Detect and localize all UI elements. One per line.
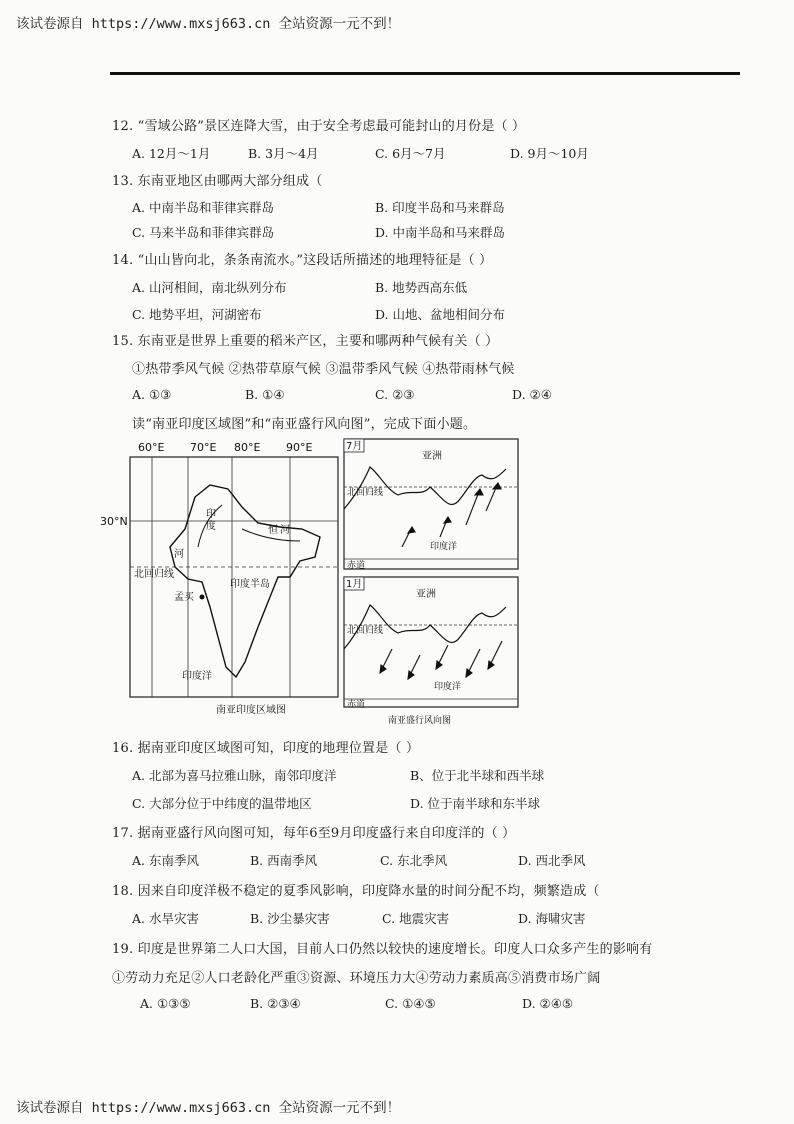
- ocean-label: 印度洋: [434, 682, 462, 692]
- equator-label: 赤道: [347, 700, 366, 710]
- option-d[interactable]: D. 海啸灾害: [518, 911, 586, 926]
- lon-label: 90°E: [286, 441, 313, 454]
- place-label: 印: [206, 509, 216, 520]
- map-caption: 南亚印度区域图: [216, 705, 286, 716]
- place-label: 印度半岛: [230, 579, 270, 590]
- option-d[interactable]: D. 山地、盆地相间分布: [375, 307, 506, 322]
- month-label: 7月: [346, 441, 363, 452]
- wind-map-july: [344, 439, 518, 571]
- question-stem: “雪域公路”景区连降大雪，由于安全考虑最可能封山的月份是（ ）: [137, 119, 526, 134]
- option-a[interactable]: A. 12月～1月: [132, 146, 211, 161]
- tropic-label: 北回归线: [347, 626, 384, 636]
- question-13: [112, 170, 322, 189]
- question-number: 17.: [112, 826, 134, 841]
- map-caption: 南亚盛行风向图: [388, 716, 452, 726]
- source-header: 该试卷源自 https://www.mxsj663.cn 全站资源一元不到！: [16, 16, 401, 32]
- question-stem: 东南亚是世界上重要的稻米产区，主要和哪两种气候有关（ ）: [137, 334, 499, 349]
- month-label: 1月: [346, 579, 363, 590]
- source-footer: 该试卷源自 https://www.mxsj663.cn 全站资源一元不到！: [16, 1100, 401, 1116]
- option-d[interactable]: D. 位于南半球和东半球: [410, 796, 541, 811]
- lon-label: 60°E: [138, 441, 165, 454]
- option-b[interactable]: B、位于北半球和西半球: [410, 768, 545, 783]
- question-number: 14.: [112, 253, 134, 268]
- question-number: 13.: [112, 174, 134, 189]
- option-a[interactable]: A. 山河相间，南北纵列分布: [132, 280, 287, 295]
- question-stem: 东南亚地区由哪两大部分组成（: [137, 174, 323, 189]
- question-stem: 据南亚盛行风向图可知，每年6至9月印度盛行来自印度洋的（ ）: [137, 826, 516, 841]
- place-label: 河: [174, 549, 184, 560]
- question-number: 16.: [112, 741, 134, 756]
- option-d[interactable]: D. ②④⑤: [522, 996, 574, 1011]
- option-b[interactable]: B. 沙尘暴灾害: [250, 911, 330, 926]
- option-c[interactable]: C. 地势平坦，河湖密布: [132, 307, 262, 322]
- mumbai-marker: [200, 595, 205, 600]
- option-d[interactable]: D. 西北季风: [518, 853, 586, 868]
- option-c[interactable]: C. ①④⑤: [385, 996, 436, 1011]
- question-14: [112, 249, 492, 268]
- figures: [100, 437, 520, 729]
- tropic-label: 北回归线: [347, 488, 384, 498]
- question-stem: “山山皆向北，条条南流水。”这段话所描述的地理特征是（ ）: [137, 253, 493, 268]
- option-a[interactable]: A. 北部为喜马拉雅山脉，南邻印度洋: [132, 768, 337, 783]
- question-number: 12.: [112, 119, 134, 134]
- option-c[interactable]: C. ②③: [375, 387, 415, 402]
- ocean-label: 印度洋: [430, 542, 458, 552]
- question-15-choices: ①热带季风气候 ②热带草原气候 ③温带季风气候 ④热带雨林气候: [132, 362, 515, 377]
- option-c[interactable]: C. 地震灾害: [382, 911, 450, 926]
- reading-prompt: 读“南亚印度区域图”和“南亚盛行风向图”，完成下面小题。: [132, 417, 477, 432]
- option-a[interactable]: A. 水旱灾害: [132, 911, 199, 926]
- option-b[interactable]: B. 印度半岛和马来群岛: [375, 200, 505, 215]
- option-b[interactable]: B. 西南季风: [250, 853, 318, 868]
- option-b[interactable]: B. ①④: [245, 387, 285, 402]
- option-b[interactable]: B. ②③④: [250, 996, 301, 1011]
- option-a[interactable]: A. 中南半岛和菲律宾群岛: [132, 200, 274, 215]
- lat-label: 30°N: [100, 515, 128, 528]
- question-number: 19.: [112, 942, 134, 957]
- place-label: 孟买: [174, 592, 194, 603]
- option-c[interactable]: C. 6月～7月: [375, 146, 446, 161]
- option-a[interactable]: A. 东南季风: [132, 853, 199, 868]
- question-number: 18.: [112, 884, 134, 899]
- option-b[interactable]: B. 3月～4月: [248, 146, 319, 161]
- lon-label: 70°E: [190, 441, 217, 454]
- option-b[interactable]: B. 地势西高东低: [375, 280, 468, 295]
- option-c[interactable]: C. 大部分位于中纬度的温带地区: [132, 796, 312, 811]
- question-number: 15.: [112, 334, 134, 349]
- option-c[interactable]: C. 马来半岛和菲律宾群岛: [132, 225, 275, 240]
- question-stem: 印度是世界第二人口大国，目前人口仍然以较快的速度增长。印度人口众多产生的影响有: [137, 942, 653, 957]
- question-17: [112, 822, 515, 841]
- equator-label: 赤道: [347, 561, 366, 571]
- header-rule: [110, 72, 740, 75]
- place-label: 河: [280, 525, 290, 536]
- option-d[interactable]: D. ②④: [512, 387, 552, 402]
- option-d[interactable]: D. 中南半岛和马来群岛: [375, 225, 506, 240]
- question-18: [112, 880, 600, 899]
- india-region-map: [100, 441, 338, 716]
- question-15: [112, 330, 498, 349]
- question-19-choices: ①劳动力充足②人口老龄化严重③资源、环境压力大④劳动力素质高⑤消费市场广阔: [112, 971, 601, 986]
- place-label: 恒: [268, 525, 278, 536]
- option-c[interactable]: C. 东北季风: [380, 853, 448, 868]
- wind-map-january: [344, 577, 518, 726]
- option-a[interactable]: A. ①③⑤: [140, 996, 191, 1011]
- continent-label: 亚洲: [416, 589, 436, 600]
- place-label: 印度洋: [182, 671, 212, 682]
- question-19: [112, 938, 652, 957]
- question-stem: 据南亚印度区域图可知，印度的地理位置是（ ）: [137, 741, 420, 756]
- place-label: 北回归线: [134, 569, 174, 580]
- place-label: 度: [206, 521, 216, 532]
- question-12: [112, 115, 525, 134]
- question-stem: 因来自印度洋极不稳定的夏季风影响，印度降水量的时间分配不均，频繁造成（: [137, 884, 600, 899]
- option-a[interactable]: A. ①③: [132, 387, 172, 402]
- option-d[interactable]: D. 9月～10月: [510, 146, 589, 161]
- lon-label: 80°E: [234, 441, 261, 454]
- question-16: [112, 737, 419, 756]
- continent-label: 亚洲: [422, 451, 442, 462]
